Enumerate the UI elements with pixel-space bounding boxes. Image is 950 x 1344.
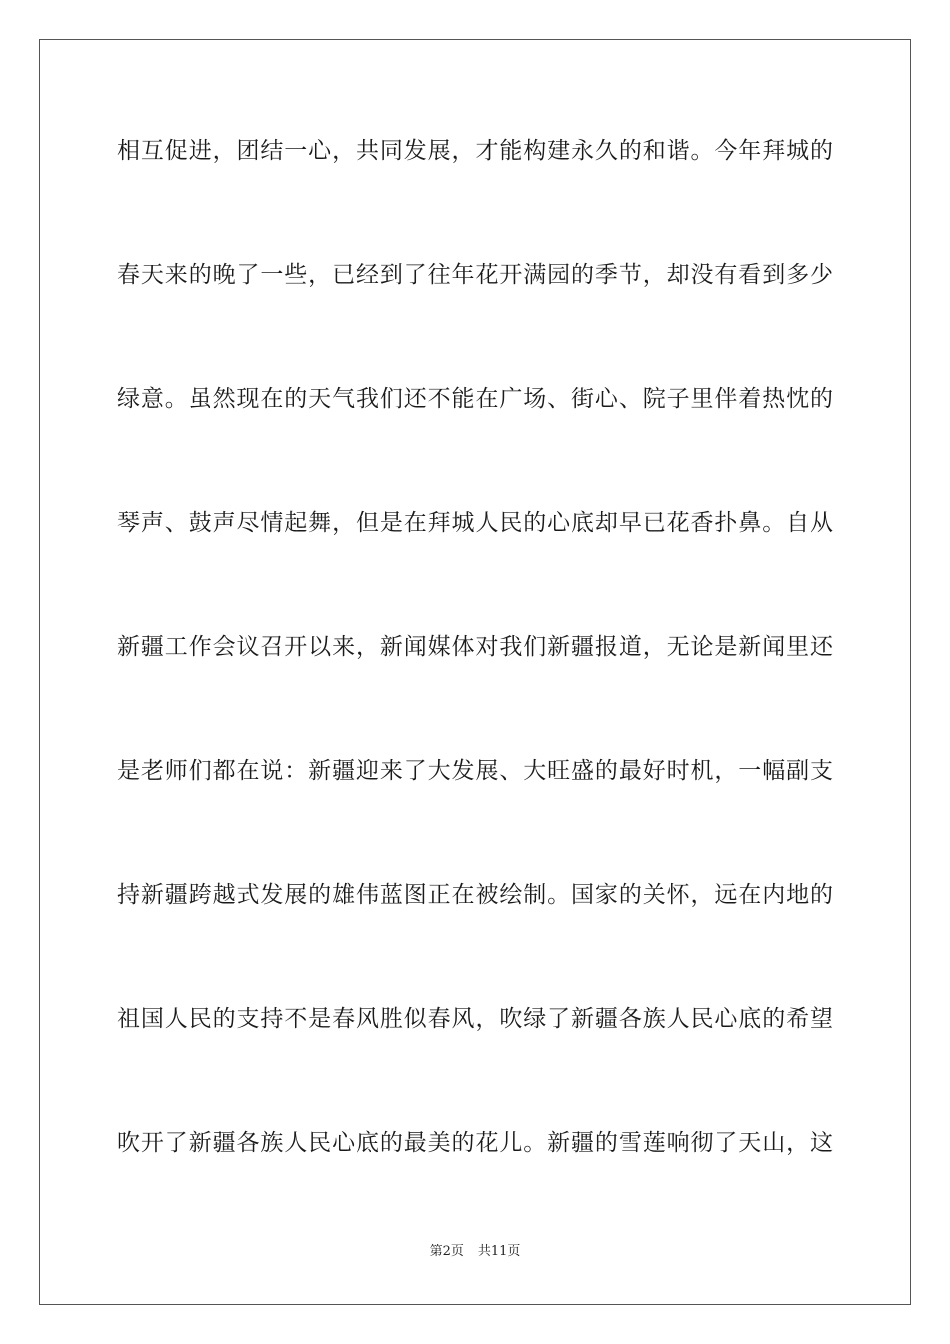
text-line: 吹开了新疆各族人民心底的最美的花儿。新疆的雪莲响彻了天山，这 <box>117 1130 833 1156</box>
text-line: 祖国人民的支持不是春风胜似春风，吹绿了新疆各族人民心底的希望 <box>117 1006 833 1032</box>
text-line: 相互促进，团结一心，共同发展，才能构建永久的和谐。今年拜城的 <box>117 138 833 164</box>
text-line: 琴声、鼓声尽情起舞，但是在拜城人民的心底却早已花香扑鼻。自从 <box>117 510 833 536</box>
page-total: 共11页 <box>477 1244 521 1259</box>
page-number: 第2页 <box>429 1244 464 1259</box>
page-border <box>39 39 911 1305</box>
text-line: 绿意。虽然现在的天气我们还不能在广场、街心、院子里伴着热忱的 <box>117 386 833 412</box>
page-footer <box>0 1244 950 1260</box>
text-line: 是老师们都在说：新疆迎来了大发展、大旺盛的最好时机，一幅副支 <box>117 758 833 784</box>
text-line: 持新疆跨越式发展的雄伟蓝图正在被绘制。国家的关怀，远在内地的 <box>117 882 833 908</box>
text-line: 新疆工作会议召开以来，新闻媒体对我们新疆报道，无论是新闻里还 <box>117 634 833 660</box>
text-line: 春天来的晚了一些，已经到了往年花开满园的季节，却没有看到多少 <box>117 262 833 288</box>
